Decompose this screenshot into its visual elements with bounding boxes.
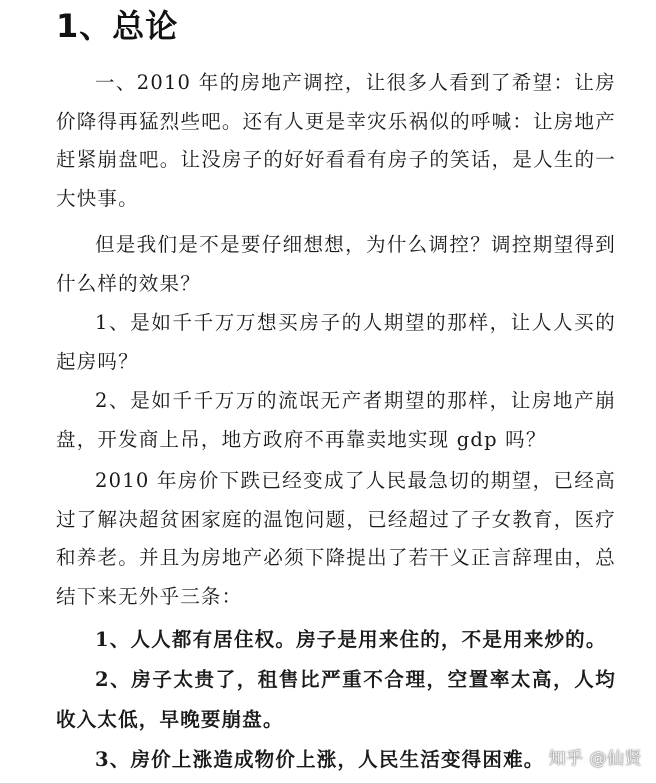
paragraph-2010-expectation: 2010 年房价下跌已经变成了人民最急切的期望，已经高过了解决超贫困家庭的温饱问题，已经超过了子女教育，医疗和养老。并且为房地产必须下降提出了若干义正言辞理由，总结下来无外乎三条：: [56, 469, 616, 608]
paragraph-question: 但是我们是不是要仔细想想，为什么调控？调控期望得到什么样的效果？: [56, 233, 616, 295]
zhihu-watermark: 知乎 @仙贤: [548, 749, 642, 769]
paragraph-point-2: 2、是如千千万万的流氓无产者期望的那样，让房地产崩盘，开发商上吊，地方政府不再靠卖地实现 gdp 吗？: [56, 389, 616, 451]
section-heading: 1、总论: [56, 7, 179, 45]
bold-point-2: 2、房子太贵了，租售比严重不合理，空置率太高，人均收入太低，早晚要崩盘。: [56, 668, 616, 731]
paragraph-point-1: 1、是如千千万万想买房子的人期望的那样，让人人买的起房吗？: [56, 311, 616, 373]
paragraph-intro: 一、2010 年的房地产调控，让很多人看到了希望：让房价降得再猛烈些吧。还有人更是幸灾乐祸似的呼喊：让房地产赶紧崩盘吧。让没房子的好好看看有房子的笑话，是人生的一大快事。: [56, 71, 616, 210]
bold-point-3: 3、房价上涨造成物价上涨，人民生活变得困难。: [95, 748, 545, 771]
bold-point-1: 1、人人都有居住权。房子是用来住的，不是用来炒的。: [95, 628, 607, 651]
